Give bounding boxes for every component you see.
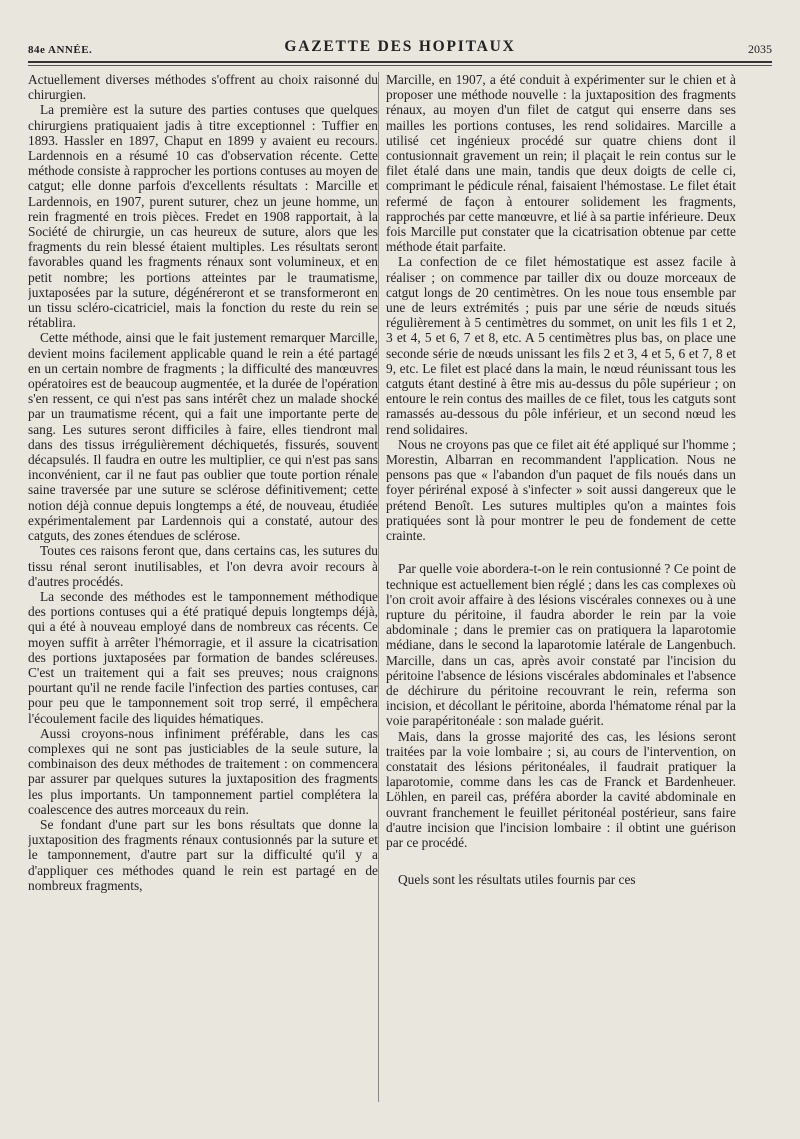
paragraph: Marcille, en 1907, a été conduit à expérimenter sur le chien et à proposer une méthode nouvelle : la juxtaposition des fragments rénaux, au moyen d'un filet de catgut qui enserre dans ses mailles les portions contuses, les rend solidaires. Marcille a utilisé cet ingénieux procédé sur quatre chiens dont il contusionnait gravement un rein; il plaçait le rein contus sur le filet étalé dans une main, tandis que deux doigts de celle ci, comprimant le pédicule rénal, faisaient l'hémostase. Le filet était refermé de façon à entourer solidement les fragments, rapprochés par cette manœuvre, et lié à sa partie inférieure. Deux fois Marcille put constater que la cicatrisation obtenue par cette méthode était parfaite. xyxy=(386,72,736,255)
paragraph: Aussi croyons-nous infiniment préférable, dans les cas complexes qui ne sont pas justiciables de la seule suture, la combinaison des deux méthodes de traitement : on commencera par assurer par quelques sutures la juxtaposition des fragments les plus importants. Un tamponnement partiel complétera la coalescence des autres morceaux du rein. xyxy=(28,725,378,817)
paragraph: Toutes ces raisons feront que, dans certains cas, les sutures du tissu rénal seront inutilisables, et l'on devra avoir recours à d'autres procédés. xyxy=(28,543,378,589)
left-column xyxy=(28,72,378,1117)
paragraph: Par quelle voie abordera-t-on le rein contusionné ? Ce point de technique est actuellement bien réglé ; dans les cas complexes où l'on croit avoir affaire à des lésions viscérales connexes ou à une rupture du péritoine, il faudra aborder le rein par la voie abdominale ; dans le premier cas on pratiquera la laparotomie médiane, dans le second la laparotomie latérale de Langenbuch. Marcille, dans un cas, après avoir constaté par l'incision du péritoine l'absence de lésions viscérales abdominales et l'absence de déchirure du péritoine recouvrant le rein, referma son incision, et décollant le péritoine, aborda l'hématome rénal par la voie parapéritonéale : son malade guérit. xyxy=(386,561,736,729)
page-header xyxy=(28,38,772,60)
paragraph: Mais, dans la grosse majorité des cas, les lésions seront traitées par la voie lombaire ; si, au cours de l'intervention, on constatait des lésions péritonéales, il faudrait pratiquer la laparotomie, comme dans les cas de Franck et Bardenheuer. Löhlen, en pareil cas, préféra aborder la cavité abdominale en ouvrant franchement le feuillet péritonéal postérieur, sans faire d'autre incision que l'incision lombaire : il obtint une guérison par ce procédé. xyxy=(386,728,736,850)
header-year: 84e ANNÉE. xyxy=(28,44,93,56)
paragraph: La confection de ce filet hémostatique est assez facile à réaliser ; on commence par tailler dix ou douze morceaux de catgut longs de 20 centimètres. On les noue tous ensemble par une de leurs extrémités ; puis par une série de nœuds situés régulièrement à 5 centimètres du sommet, on unit les fils 1 et 2, 3 et 4, 5 et 6, 7 et 8, etc. A 5 centimètres plus bas, on place une seconde série de nœuds unissant les fils 2 et 3, 4 et 5, 6 et 7, 8 et 9, etc. Le filet est placé dans la main, le nœud réunissant tous les catguts étant destiné à être mis au-dessus du pôle supérieur ; on entoure le rein contus des mailles de ce filet, tous les catguts sont ramassés au-dessous du pôle inférieur, et un second nœud les rend solidaires. xyxy=(386,254,736,437)
header-rule-thin xyxy=(28,65,772,66)
paragraph: Nous ne croyons pas que ce filet ait été appliqué sur l'homme ; Morestin, Albarran en recommandent l'application. Nous ne pensons pas que « l'abandon d'un paquet de fils noués dans un foyer périrénal exposé à s'infecter » soit aussi dangereux que le prétend Benoît. Les sutures multiples qu'on a maintes fois pratiquées sont là pour montrer le peu de fondement de cette crainte. xyxy=(386,436,736,544)
right-column xyxy=(386,72,736,1117)
page-number: 2035 xyxy=(748,42,772,56)
paragraph: Se fondant d'une part sur les bons résultats que donne la juxtaposition des fragments rénaux contusionnés par la suture et le tamponnement, d'autre part sur la difficulté qu'il y a d'appliquer ces méthodes quand le rein est partagé en de nombreux fragments, xyxy=(28,816,378,893)
header-rule-thick xyxy=(28,61,772,63)
paragraph: Actuellement diverses méthodes s'offrent au choix raisonné du chirurgien. xyxy=(28,72,378,103)
column-divider xyxy=(378,72,379,1102)
journal-title: GAZETTE DES HOPITAUX xyxy=(284,38,516,55)
paragraph: Quels sont les résultats utiles fournis par ces xyxy=(398,872,636,888)
paragraph: La première est la suture des parties contuses que quelques chirurgiens pratiquaient jadis à titre exceptionnel : Tuffier en 1893. Hassler en 1897, Chaput en 1899 y avaient eu recours. Lardennois en a résumé 10 cas d'observation récente. Cette méthode consiste à rapprocher les portions contuses au moyen de catgut; elle donne parfois d'excellents résultats : Marcille et Lardennois, en 1907, purent suturer, chez un jeune homme, un rein fragmenté en trois pièces. Fredet en 1908 rapportait, à la Société de chirurgie, un cas heureux de suture, alors que les fragments du rein blessé étaient multiples. Les résultats seront favorables quand les fragments rénaux sont volumineux, et en petit nombre; les portions atteintes par le traumatisme, juxtaposées par la suture, dégénéreront et se transformeront en un tissu scléro-cicatriciel, mais la fonction du reste du rein se rétablira. xyxy=(28,102,378,331)
paragraph: La seconde des méthodes est le tamponnement méthodique des portions contuses qui a été pratiqué depuis longtemps déjà, qui a été à nouveau employé dans de nombreux cas récents. Ce moyen suffit à arrêter l'hémorragie, et il assure la cicatrisation des portions juxtaposées par formation de bandes scléreuses. C'est un traitement qui a fait ses preuves; nous craignons pourtant qu'il ne rende facile l'infection des parties contuses, car pour peu que le tamponnement soit trop serré, il empêchera l'écoulement facile des liquides hématiques. xyxy=(28,588,378,726)
paragraph: Cette méthode, ainsi que le fait justement remarquer Marcille, devient moins facilement applicable quand le rein a été partagé en un certain nombre de fragments ; la difficulté des manœuvres opératoires est de beaucoup augmentée, et la durée de l'opération s'en ressent, ce qui n'est pas sans intérêt chez un malade shocké par un traumatisme récent, qui a fait une importante perte de sang. Les sutures seront difficiles à faire, elles tiendront mal dans des tissus irrégulièrement déchiquetés, fissurés, souvent décapsulés. Il faudra en outre les multiplier, ce qui n'est pas sans inconvénient, car il ne faut pas oublier que toute portion rénale saine traversée par une suture se sclérose définitivement; cette notion déjà connue depuis longtemps a été, de nouveau, étudiée expérimentalement par Lardennois qui a constaté, autour des catguts, des zones étendues de sclérose. xyxy=(28,330,378,544)
